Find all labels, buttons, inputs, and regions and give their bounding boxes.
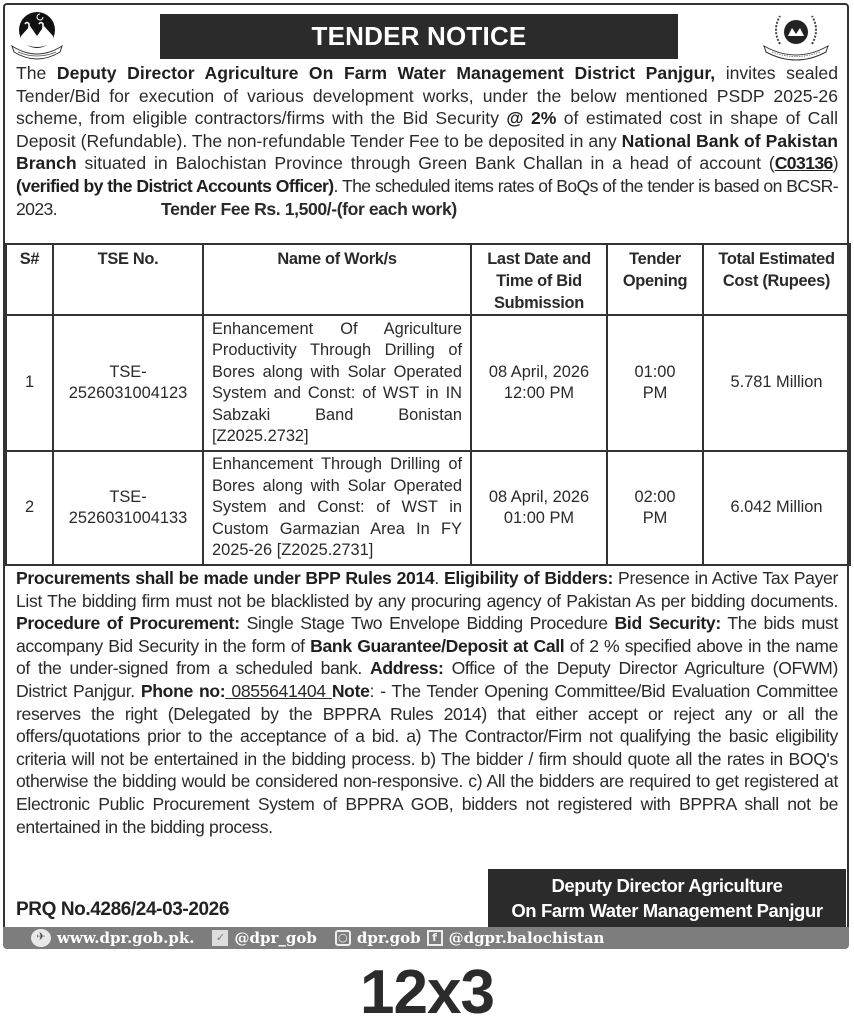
terms-text: Single Stage Two Envelope Bidding Procedure xyxy=(239,613,615,634)
submission-date: 08 April, 2026 xyxy=(488,487,590,506)
social-facebook[interactable] xyxy=(427,927,605,949)
facebook-icon: f xyxy=(427,930,443,946)
submission-time: 12:00 PM xyxy=(503,384,575,402)
procedure-label: Procedure of Procurement: xyxy=(16,613,240,634)
facebook-handle[interactable]: @dgpr.balochistan xyxy=(448,929,605,947)
tse-number: 2526031004123 xyxy=(68,384,188,402)
tse-prefix: TSE- xyxy=(109,487,147,506)
opening-time: 01:00 xyxy=(634,362,676,381)
tender-fee: Tender Fee Rs. 1,500/-(for each work) xyxy=(161,198,457,219)
terms-paragraph xyxy=(16,567,838,838)
ad-size-label: 12x3 xyxy=(360,958,494,1027)
cell-total-cost: 5.781 Million xyxy=(703,315,850,451)
opening-ampm: PM xyxy=(642,384,668,402)
signatory-block xyxy=(488,869,846,927)
cell-work-name: Enhancement Of Agriculture Productivity Through Drilling of Bores along with Solar Operated System and Const: of WST in IN Sabzaki Band Bonistan [Z2025.2732] xyxy=(203,315,471,451)
cell-work-name: Enhancement Through Drilling of Bores along with Solar Operated System and Const: of WST in Custom Garmazian Area In FY 2025-26 [Z2025.2731] xyxy=(203,451,471,565)
cell-tse-no xyxy=(53,315,203,451)
intro-text: situated in Balochistan Province through Green Bank Challan in a head of account ( xyxy=(76,153,775,174)
table-row xyxy=(6,315,850,451)
terms-text: Presence in Active Tax Payer List The bidding firm must not be blacklisted by any procuring agency of Pakistan As per bidding documents. xyxy=(16,568,838,611)
note-label: Note xyxy=(331,680,370,701)
phone-number: 0855641404 xyxy=(225,680,332,701)
terms-text: of 2 % specified above in the name of the under-signed from a scheduled bank. xyxy=(16,635,838,679)
globe-icon: ✈ xyxy=(31,929,51,947)
page-title: TENDER NOTICE xyxy=(160,14,678,59)
signatory-title: Deputy Director Agriculture xyxy=(551,875,783,896)
social-website[interactable] xyxy=(31,927,194,949)
instagram-handle[interactable]: dpr.gob xyxy=(356,929,421,947)
social-twitter[interactable] xyxy=(212,927,316,949)
header-tse-no: TSE No. xyxy=(53,244,203,315)
cell-last-date xyxy=(471,315,607,451)
procurement-rule: Procurements shall be made under BPP Rules 2014 xyxy=(16,568,435,588)
header-sno: S# xyxy=(6,244,53,315)
intro-text: ) xyxy=(832,153,838,174)
tse-number: 2526031004133 xyxy=(68,509,188,527)
balochistan-emblem-logo xyxy=(8,6,66,64)
intro-text: . The scheduled items rates of BoQs of the tender is based on BCSR-2023. xyxy=(16,175,838,219)
header-tender-opening: Tender Opening xyxy=(607,244,703,315)
opening-time: 02:00 xyxy=(634,487,676,506)
intro-text: The xyxy=(16,63,57,83)
cell-sno: 2 xyxy=(6,451,53,565)
terms-text: . xyxy=(434,568,444,588)
address-label: Address: xyxy=(370,658,444,679)
signatory-office: On Farm Water Management Panjgur xyxy=(511,900,823,921)
website-link[interactable]: www.dpr.gob.pk. xyxy=(57,929,195,947)
header-total-cost: Total Estimated Cost (Rupees) xyxy=(703,244,850,315)
cell-tender-opening xyxy=(607,451,703,565)
cell-total-cost: 6.042 Million xyxy=(703,451,850,565)
table-header-row xyxy=(6,244,850,315)
eligibility-label: Eligibility of Bidders: xyxy=(443,568,613,588)
cell-last-date xyxy=(471,451,607,565)
cell-sno: 1 xyxy=(6,315,53,451)
bank-name: National Bank of Pakistan Branch xyxy=(16,130,838,174)
header-last-date: Last Date and Time of Bid Submission xyxy=(471,244,607,315)
cell-tender-opening xyxy=(607,315,703,451)
works-table xyxy=(5,243,851,566)
header-name-of-work: Name of Work/s xyxy=(203,244,471,315)
submission-time: 01:00 PM xyxy=(503,509,575,527)
issuing-office: Deputy Director Agriculture On Farm Water Management District Panjgur, xyxy=(56,63,716,83)
dgpr-emblem-logo xyxy=(760,8,832,64)
security-form: Bank Guarantee/Deposit at Call xyxy=(310,635,565,656)
phone-label: Phone no: xyxy=(140,680,226,701)
intro-text: of estimated cost in shape of Call Deposit (Refundable). The non-refundable Tender Fee to be deposited in any xyxy=(16,108,838,151)
bid-security-rate: @ 2% xyxy=(506,108,557,129)
verification-note: (verified by the District Accounts Officer) xyxy=(16,175,334,196)
intro-text: invites sealed Tender/Bid for execution of various development works, under the below mentioned PSDP 2025-26 scheme, from eligible contractors/firms with the Bid Security xyxy=(16,63,838,129)
twitter-icon: ✓ xyxy=(212,930,228,946)
table-row xyxy=(6,451,850,565)
note-text: : - The Tender Opening Committee/Bid Evaluation Committee reserves the right (Delegated by the BPPRA Rules 2014) that either accept or reject any or all the offers/quotations prior to the acceptance of a bid. a) The Contractor/Firm not qualifying the basic eligibility criteria will not be entertained in the bidding process. b) The bidder / firm should quote all the rates in BOQ's otherwise the bidding would be considered non-responsive. c) All the bidders are required to get registered at Electronic Public Procurement System of BPPRA GOB, bidders not registered with BPPRA shall not be entertained in the bidding process. xyxy=(16,680,838,837)
account-head: C03136 xyxy=(774,153,833,174)
address-text: Office of the Deputy Director Agriculture (OFWM) District Panjgur. xyxy=(16,658,838,701)
submission-date: 08 April, 2026 xyxy=(488,362,590,381)
opening-ampm: PM xyxy=(642,509,668,527)
prq-number: PRQ No.4286/24-03-2026 xyxy=(16,899,229,920)
intro-paragraph xyxy=(16,62,838,220)
bid-security-label: Bid Security: xyxy=(614,613,721,634)
twitter-handle[interactable]: @dpr_gob xyxy=(234,929,317,947)
instagram-icon: ○ xyxy=(335,930,351,946)
social-instagram[interactable] xyxy=(335,927,421,949)
cell-tse-no xyxy=(53,451,203,565)
tse-prefix: TSE- xyxy=(109,362,147,381)
terms-text: The bids must accompany Bid Security in the form of xyxy=(16,613,839,656)
social-bar xyxy=(3,927,849,949)
